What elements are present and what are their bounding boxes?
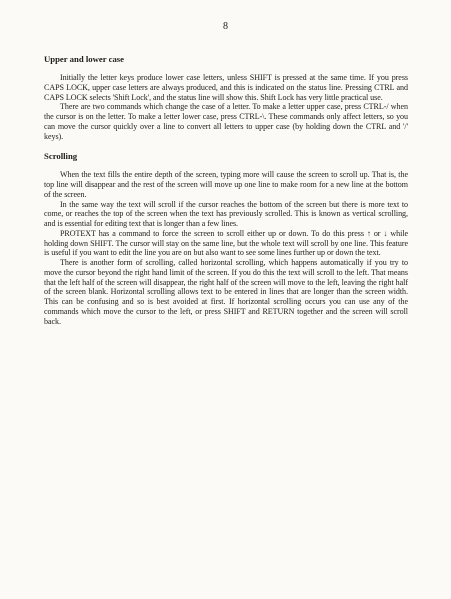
paragraph-scrolling-3: PROTEXT has a command to force the screen to scroll either up or down. To do this press ↑ or ↓ while holding down SHIFT. The cursor will stay on the same line, but the whole text will scroll by one line. This feature is useful if you want to edit the line you are on but also want to see some lines further up or down the text. xyxy=(44,228,408,258)
page-number: 8 xyxy=(223,21,228,32)
paragraph-scrolling-2: In the same way the text will scroll if the cursor reaches the bottom of the screen but there is more text to come, or reaches the top of the screen when the text has previously scrolled. This is known as vertical scrolling, and is essential for editing text that is longer than a few lines. xyxy=(44,199,408,228)
section-scrolling xyxy=(44,151,408,326)
paragraph-case-1: Initially the letter keys produce lower case letters, unless SHIFT is pressed at the same time. If you press CAPS LOCK, upper case letters are always produced, and this is indicated on the status line. Pressing CTRL and CAPS LOCK selects 'Shift Lock', and the status line will show this. Shift Lock has very little practical use. xyxy=(44,73,408,102)
section-upper-lower-case xyxy=(44,54,408,141)
paragraph-scrolling-1: When the text fills the entire depth of the screen, typing more will cause the screen to scroll up. That is, the top line will disappear and the rest of the screen will move up one line to make room for a new line at the bottom of the screen. xyxy=(44,170,408,199)
document-content xyxy=(44,54,408,326)
section-heading-scrolling: Scrolling xyxy=(44,151,78,162)
section-heading-upper-lower-case: Upper and lower case xyxy=(44,54,125,64)
section-body-scrolling xyxy=(44,170,408,326)
section-body-upper-lower-case xyxy=(44,73,408,141)
paragraph-scrolling-4: There is another form of scrolling, called horizontal scrolling, which happens automatically if you try to move the cursor beyond the right hand limit of the screen. If you do this the text will scroll to the left. That means that the left half of the screen will disappear, the right half of the screen will move to the left, leaving the right half of the screen blank. Horizontal scrolling allows text to be entered in lines that are longer than the screen width. This can be confusing and so is best avoided at first. If horizontal scrolling occurs you can use any of the commands which move the cursor to the left, or press SHIFT and RETURN together and the screen will scroll back. xyxy=(44,258,408,326)
paragraph-case-2: There are two commands which change the case of a letter. To make a letter upper case, press CTRL-/ when the cursor is on the letter. To make a letter lower case, press CTRL-\. These commands only affect letters, so you can move the cursor quickly over a line to convert all letters to upper case (by holding down the CTRL and '/' keys). xyxy=(44,102,408,141)
